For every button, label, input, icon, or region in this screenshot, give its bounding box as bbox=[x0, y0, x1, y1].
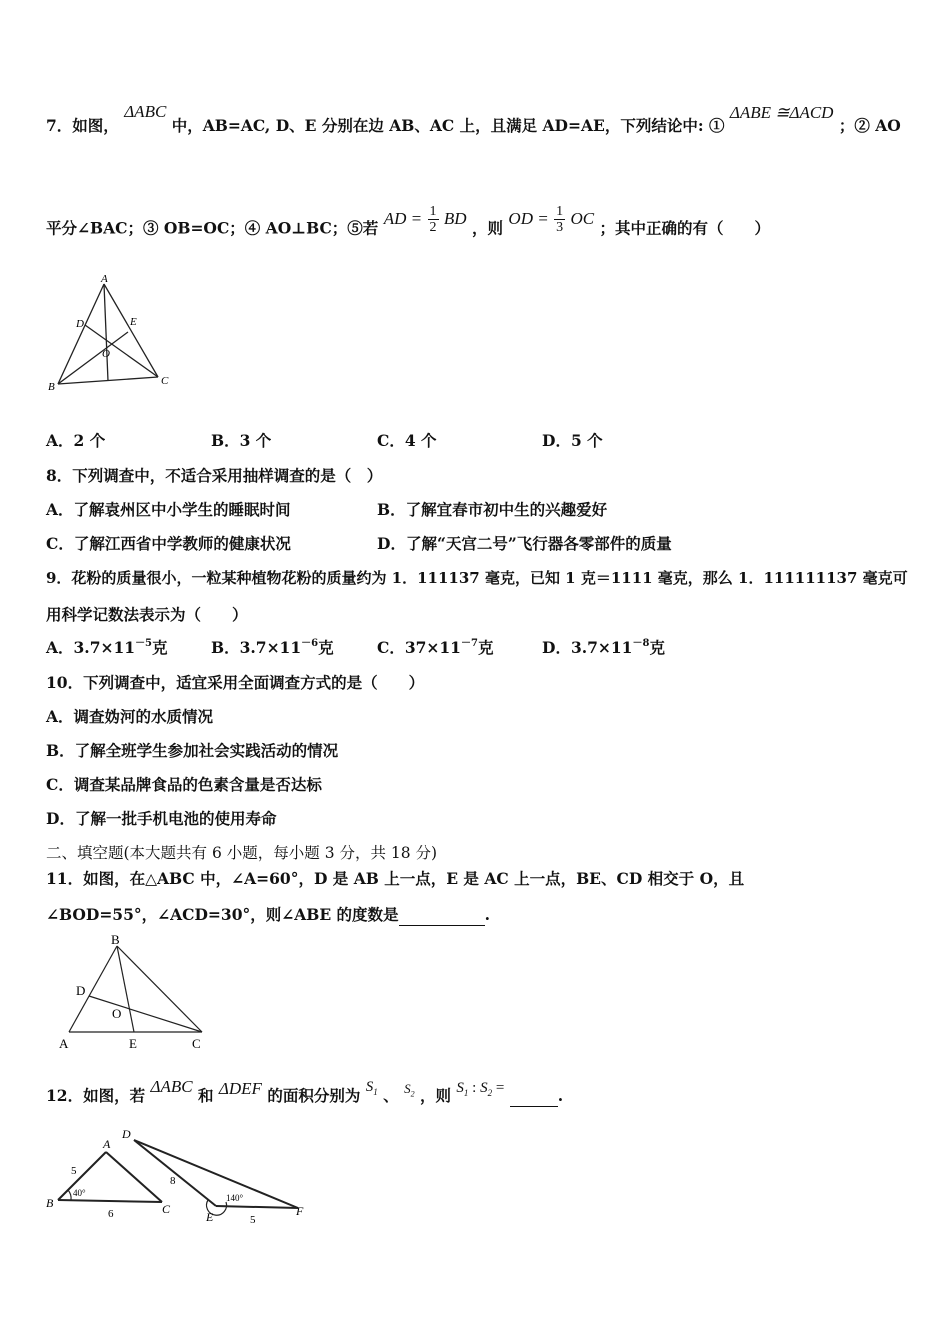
q7-frac-third bbox=[554, 204, 565, 235]
q7-option-c: C．4 个 bbox=[377, 431, 437, 450]
option-exponent: －5 bbox=[135, 638, 153, 649]
option-label: A．3.7×11 bbox=[46, 638, 136, 657]
option-unit: 克 bbox=[152, 638, 168, 657]
q8-option-d: D．了解“天宫二号”飞行器各零部件的质量 bbox=[377, 534, 672, 553]
q11-line2-text: ∠BOD=55°，∠ACD=30°，则∠ABE 的度数是 bbox=[46, 905, 399, 924]
q10-option-b: B．了解全班学生参加社会实践活动的情况 bbox=[46, 741, 339, 760]
q8-option-a: A．了解袁州区中小学生的睡眠时间 bbox=[46, 500, 291, 519]
q12-then: ，则 bbox=[420, 1086, 452, 1105]
q7-label-e: E bbox=[130, 316, 137, 328]
q12-answer-blank bbox=[510, 1086, 558, 1107]
s-subscript: 1 bbox=[463, 1088, 469, 1098]
q7-line2 bbox=[46, 204, 771, 245]
q7-label-c: C bbox=[161, 375, 169, 387]
frac-num: 1 bbox=[429, 204, 437, 219]
s-subscript: 2 bbox=[410, 1089, 415, 1099]
q7-prefix: 7．如图， bbox=[46, 116, 119, 135]
q12-angle-b: 40° bbox=[73, 1188, 86, 1198]
ratio-colon: : bbox=[468, 1080, 481, 1096]
q7-ad: AD = bbox=[383, 208, 423, 228]
s-letter: S bbox=[480, 1080, 488, 1096]
q9-option-c bbox=[377, 638, 493, 658]
q9-stem-line2: 用科学记数法表示为（ ） bbox=[46, 605, 248, 624]
option-unit: 克 bbox=[649, 638, 665, 657]
q12-triangle-abc: ΔABC bbox=[150, 1077, 193, 1096]
q11-label-d: D bbox=[76, 983, 86, 998]
frac-den: 2 bbox=[429, 220, 437, 235]
q11-label-a: A bbox=[59, 1036, 69, 1051]
option-label: D．3.7×11 bbox=[542, 638, 633, 657]
q11-label-b: B bbox=[111, 932, 120, 947]
q11-label-o: O bbox=[112, 1006, 122, 1021]
option-exponent: －7 bbox=[460, 638, 478, 649]
q7-option-b: B．3 个 bbox=[211, 431, 272, 450]
q8-option-b: B．了解宜春市初中生的兴趣爱好 bbox=[377, 500, 608, 519]
q12-line bbox=[46, 1077, 564, 1113]
q7-line2-b: ；其中正确的有（ ） bbox=[599, 218, 771, 238]
option-unit: 克 bbox=[477, 638, 494, 657]
q7-expr1 bbox=[383, 204, 472, 235]
q11-line2 bbox=[46, 905, 490, 926]
q12-ratio bbox=[456, 1080, 504, 1096]
q11-answer-blank bbox=[399, 905, 485, 926]
q7-frac-half bbox=[428, 204, 439, 235]
q12-figure bbox=[40, 1122, 320, 1228]
q12-prefix: 12．如图，若 bbox=[46, 1086, 146, 1105]
q12-period: . bbox=[557, 1086, 564, 1105]
q9-stem-line1: 9．花粉的质量很小，一粒某种植物花粉的质量约为 1．111137 毫克，已知 1 克＝1111 毫克，那么 1．111111137 毫克可 bbox=[46, 569, 908, 587]
q12-label-b: B bbox=[46, 1196, 54, 1210]
q9-option-b bbox=[211, 638, 334, 658]
q8-stem: 8．下列调查中，不适合采用抽样调查的是（ ） bbox=[46, 466, 383, 485]
q7-option-d: D．5 个 bbox=[542, 431, 603, 450]
q7-label-o: O bbox=[102, 348, 110, 360]
option-exponent: －8 bbox=[632, 638, 650, 649]
q11-label-e: E bbox=[129, 1036, 137, 1051]
section-2-heading: 二、填空题(本大题共有 6 小题，每小题 3 分，共 18 分) bbox=[46, 844, 438, 862]
q10-stem: 10．下列调查中，适宜采用全面调查方式的是（ ） bbox=[46, 673, 425, 692]
q12-angle-e: 140° bbox=[226, 1193, 244, 1203]
q7-label-b: B bbox=[48, 381, 55, 393]
q12-side-bc: 6 bbox=[108, 1208, 114, 1220]
s-letter: S bbox=[404, 1081, 411, 1096]
option-unit: 克 bbox=[318, 638, 334, 657]
q12-label-f: F bbox=[296, 1204, 304, 1218]
s-subscript: 2 bbox=[487, 1088, 493, 1098]
q12-side-de: 8 bbox=[170, 1175, 176, 1187]
q12-triangle-def: ΔDEF bbox=[218, 1079, 262, 1098]
q7-od: OD = bbox=[508, 208, 549, 228]
q11-period: . bbox=[484, 905, 490, 924]
q7-then: ，则 bbox=[472, 218, 504, 238]
ratio-equals: = bbox=[492, 1080, 505, 1096]
q11-line1: 11．如图，在△ABC 中，∠A=60°，D 是 AB 上一点，E 是 AC 上一点，BE、CD 相交于 O，且 bbox=[46, 869, 745, 888]
q7-expr2 bbox=[508, 204, 599, 235]
q12-s2 bbox=[404, 1081, 415, 1099]
q7-label-d: D bbox=[76, 318, 84, 330]
q12-and: 和 bbox=[197, 1086, 214, 1105]
q7-congruence: ΔABE ≅ΔACD bbox=[729, 103, 834, 122]
q7-line1 bbox=[46, 102, 901, 136]
q11-figure bbox=[55, 932, 215, 1054]
q12-label-c: C bbox=[162, 1202, 171, 1216]
q7-tail: ；② AO bbox=[838, 116, 901, 135]
q7-line2-a: 平分∠BAC；③ OB=OC；④ AO⊥BC；⑤若 bbox=[46, 218, 379, 238]
q9-option-a bbox=[46, 638, 168, 658]
q12-side-ab: 5 bbox=[71, 1165, 77, 1177]
s-letter: S bbox=[456, 1080, 464, 1096]
q12-sep: 、 bbox=[383, 1086, 399, 1105]
q7-bd: BD bbox=[443, 208, 467, 228]
q12-middle: 的面积分别为 bbox=[267, 1086, 361, 1105]
option-label: C．37×11 bbox=[377, 638, 461, 657]
q7-figure bbox=[40, 270, 180, 400]
q12-label-e: E bbox=[206, 1210, 214, 1224]
q7-label-a: A bbox=[101, 273, 108, 285]
q10-option-a: A．调查妫河的水质情况 bbox=[46, 707, 214, 726]
q12-label-a: A bbox=[103, 1137, 111, 1151]
q12-label-d: D bbox=[122, 1127, 131, 1141]
option-label: B．3.7×11 bbox=[211, 638, 302, 657]
q12-side-ef: 5 bbox=[250, 1214, 256, 1226]
q8-option-c: C．了解江西省中学教师的健康状况 bbox=[46, 534, 291, 553]
q11-label-c: C bbox=[192, 1036, 201, 1051]
q7-option-a: A．2 个 bbox=[46, 431, 106, 450]
s-letter: S bbox=[365, 1079, 374, 1095]
q10-option-c: C．调查某品牌食品的色素含量是否达标 bbox=[46, 775, 322, 794]
q12-s1 bbox=[366, 1079, 378, 1095]
q7-oc: OC bbox=[570, 208, 595, 228]
q9-option-d bbox=[542, 638, 665, 658]
q7-triangle-abc: ΔABC bbox=[124, 102, 167, 121]
frac-num: 1 bbox=[556, 204, 564, 219]
option-exponent: －6 bbox=[301, 638, 319, 649]
q10-option-d: D．了解一批手机电池的使用寿命 bbox=[46, 809, 277, 828]
frac-den: 3 bbox=[556, 220, 564, 235]
s-subscript: 1 bbox=[373, 1087, 378, 1097]
q7-middle: 中，AB=AC, D、E 分别在边 AB、AC 上，且满足 AD=AE，下列结论中: ① bbox=[171, 116, 725, 135]
